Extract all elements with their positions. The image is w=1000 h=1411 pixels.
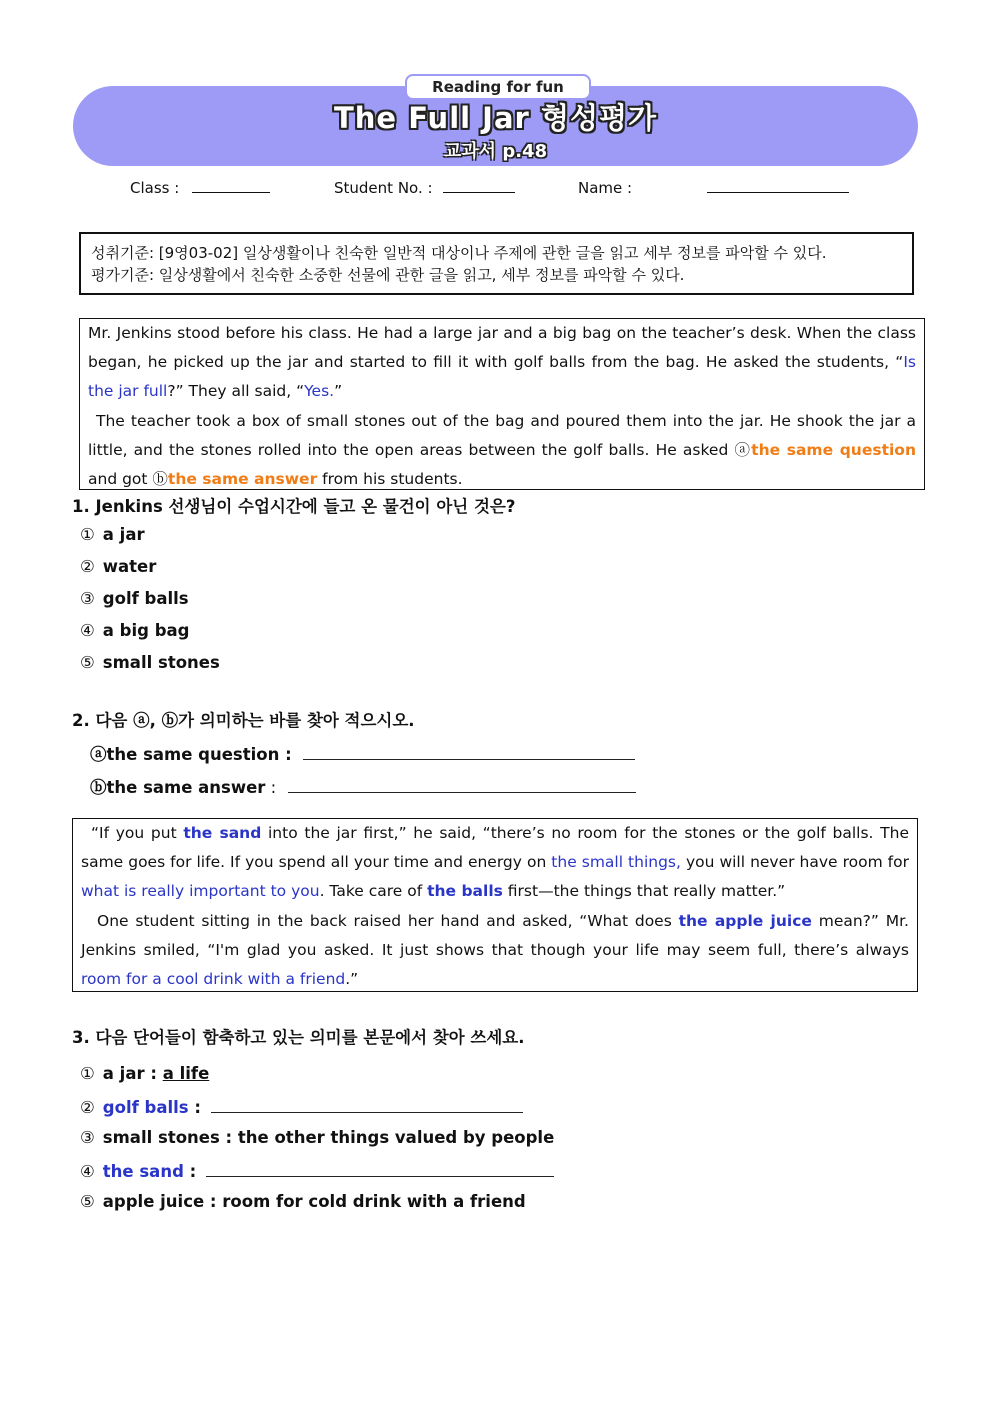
q2-label-b: ⓑthe same answer <box>90 778 266 797</box>
q2-answer-b: ⓑthe same answer : <box>90 774 636 798</box>
q1-option-5[interactable]: ⑤ small stones <box>80 653 220 672</box>
reading-passage-1 <box>79 318 925 490</box>
student-no-label: Student No. : <box>334 179 433 197</box>
passage1-paragraph1: Mr. Jenkins stood before his class. He had a large jar and a big bag on the teacher’s desk. When the class began, he picked up the jar and started to fill it with golf balls from the bag. He asked the students, “Is the jar full?” They all said, “Yes.” <box>88 324 916 401</box>
q3-answer-1: a life <box>162 1064 210 1083</box>
q2-answer-a <box>90 741 635 765</box>
q1-option-4[interactable]: ④ a big bag <box>80 621 190 640</box>
standards-box <box>79 232 914 295</box>
passage2-paragraph1: “If you put the sand into the jar first,” he said, “there’s no room for the stones or the golf balls. The same goes for life. If you spend all your time and energy on the small things, you will never have room for what is really important to you. Take care of the balls first—the things that really matter.” <box>81 824 909 901</box>
student-no-field <box>334 178 515 197</box>
q2-blank-a[interactable] <box>303 743 635 760</box>
q1-option-1[interactable]: ① a jar <box>80 525 145 544</box>
page-subtitle: 교과서 p.48 <box>443 141 548 162</box>
q1-option-2[interactable]: ② water <box>80 557 157 576</box>
class-label: Class : <box>130 179 180 197</box>
q3-answer-3: the other things valued by people <box>237 1128 555 1147</box>
name-blank[interactable] <box>707 178 849 193</box>
q2-label-a: ⓐthe same question : <box>90 745 292 764</box>
tagline: Reading for fun <box>405 74 591 100</box>
q2-blank-b[interactable] <box>288 776 636 793</box>
student-no-blank[interactable] <box>443 178 515 193</box>
q3-item-5: ⑤ apple juice : room for cold drink with a friend <box>80 1192 526 1211</box>
reading-passage-2 <box>72 818 918 992</box>
question-2: 2. 다음 ⓐ, ⓑ가 의미하는 바를 찾아 적으시오. <box>72 711 415 730</box>
achievement-standard: 성취기준: [9영03-02] 일상생활이나 친숙한 일반적 대상이나 주제에 관한 글을 읽고 세부 정보를 파악할 수 있다. <box>91 244 827 262</box>
passage2-paragraph2: One student sitting in the back raised her hand and asked, “What does the apple juice mean?” Mr. Jenkins smiled, “I'm glad you asked. It just shows that though your life may seem full, there’s always room for a cool drink with a friend.” <box>81 911 909 989</box>
q3-blank-2[interactable] <box>211 1096 523 1113</box>
class-field <box>130 178 270 197</box>
q3-blank-4[interactable] <box>206 1160 554 1177</box>
evaluation-standard: 평가기준: 일상생활에서 친숙한 소중한 선물에 관한 글을 읽고, 세부 정보를 파악할 수 있다. <box>91 266 685 284</box>
class-blank[interactable] <box>192 178 270 193</box>
question-3: 3. 다음 단어들이 함축하고 있는 의미를 본문에서 찾아 쓰세요. <box>72 1028 525 1047</box>
q3-item-2: ② golf balls : <box>80 1096 523 1117</box>
name-label: Name : <box>578 179 633 197</box>
passage1-paragraph2: The teacher took a box of small stones out of the bag and poured them into the jar. He shook the jar a little, and the stones rolled into the open areas between the golf balls. He asked ⓐthe same question and got ⓑthe same answer from his students. <box>88 411 916 489</box>
name-field <box>578 178 849 197</box>
q3-item-3: ③ small stones : the other things valued by people <box>80 1128 555 1147</box>
page-title: The Full Jar 형성평가 <box>334 101 657 135</box>
question-1: 1. Jenkins 선생님이 수업시간에 들고 온 물건이 아닌 것은? <box>72 497 516 516</box>
q3-answer-5: room for cold drink with a friend <box>222 1192 526 1211</box>
q1-option-3[interactable]: ③ golf balls <box>80 589 189 608</box>
q3-item-1: ① a jar : a life <box>80 1064 210 1083</box>
q3-item-4: ④ the sand : <box>80 1160 554 1181</box>
